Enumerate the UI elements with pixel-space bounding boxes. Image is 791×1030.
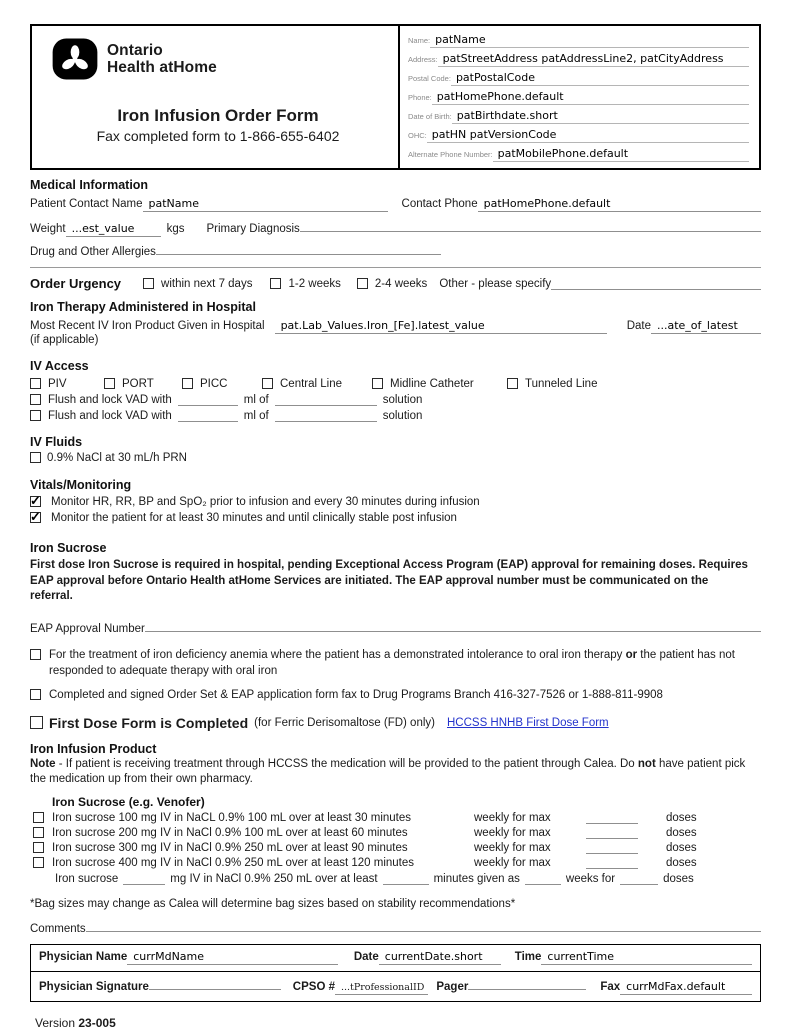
hospital-date-label: Date [626, 320, 651, 332]
patient-postal-row [408, 71, 749, 86]
order-urgency-row [30, 276, 761, 291]
ohc-label: OHC: [408, 131, 427, 140]
custom-mg-field[interactable] [123, 873, 165, 885]
recent-iron-product-row [30, 319, 761, 348]
iv-access-picc[interactable]: PICC [182, 378, 262, 390]
checkbox-icon[interactable] [30, 689, 41, 700]
urgency-option-2-4-weeks[interactable]: 2-4 weeks [357, 278, 427, 290]
checkbox-icon[interactable] [30, 452, 41, 463]
first-dose-form-link[interactable]: HCCSS HNHB First Dose Form [446, 716, 609, 729]
flush-lock-row-1: Flush and lock VAD with ml of solution [30, 394, 761, 406]
fax-field[interactable]: currMdFax.default [620, 980, 752, 995]
iron-therapy-heading: Iron Therapy Administered in Hospital [30, 300, 256, 314]
checkbox-icon[interactable] [30, 378, 41, 389]
vitals-item-2[interactable]: ✓ Monitor the patient for at least 30 minutes and until clinically stable post infusion [30, 512, 761, 524]
section-divider [30, 267, 761, 268]
patient-address-row [408, 52, 749, 67]
weight-label: Weight [30, 223, 66, 235]
checkbox-icon[interactable] [33, 812, 44, 823]
eap-fax-item[interactable]: Completed and signed Order Set & EAP application form fax to Drug Programs Branch 416-327-7526 or 1-888-811-9908 [30, 688, 761, 704]
hospital-date-field[interactable]: ...ate_of_latest [651, 319, 761, 334]
header-left-panel [32, 26, 398, 168]
time-field[interactable]: currentTime [541, 950, 752, 965]
patient-alt-phone-field[interactable]: patMobilePhone.default [493, 147, 749, 162]
vitals-item-1[interactable]: ✓ Monitor HR, RR, BP and SpO₂ prior to infusion and every 30 minutes during infusion [30, 496, 761, 508]
iv-access-options [30, 378, 761, 390]
pager-field[interactable] [468, 977, 586, 990]
org-name: Ontario Health atHome [107, 41, 217, 76]
comments-row [30, 919, 761, 935]
phone-label: Phone: [408, 93, 432, 102]
nacl-prn-option[interactable]: 0.9% NaCl at 30 mL/h PRN [30, 452, 761, 464]
patient-address-field[interactable]: patStreetAddress patAddressLine2, patCityAddress [438, 52, 749, 67]
patient-dob-field[interactable]: patBirthdate.short [452, 109, 749, 124]
recent-iron-product-field[interactable]: pat.Lab_Values.Iron_[Fe].latest_value [275, 319, 607, 334]
checkbox-icon[interactable] [182, 378, 193, 389]
form-title: Iron Infusion Order Form [117, 106, 319, 125]
iron-sucrose-notice: First dose Iron Sucrose is required in hospital, pending Exceptional Access Program (EAP) approval for remaining doses. Requires EAP approval before Ontario Health atHome Services are initiated. The EAP approval number must be communicated on the referral. [30, 558, 748, 603]
checkbox-icon[interactable] [33, 842, 44, 853]
patient-info-panel [398, 26, 759, 168]
venofer-subheading: Iron Sucrose (e.g. Venofer) [52, 794, 205, 809]
eap-approval-row [30, 619, 761, 635]
eap-approval-field[interactable] [145, 619, 761, 632]
fax-instruction: Fax completed form to 1-866-655-6402 [96, 128, 340, 144]
recent-iron-product-label: Most Recent IV Iron Product Given in Hospital (if applicable) [30, 320, 265, 347]
patient-contact-name-label: Patient Contact Name [30, 198, 143, 210]
date-field[interactable]: currentDate.short [379, 950, 501, 965]
version-number: 23-005 [78, 1015, 116, 1030]
contact-phone-label: Contact Phone [401, 198, 478, 210]
iron-sucrose-200-row[interactable]: Iron sucrose 200 mg IV in NaCl 0.9% 100 mL over at least 60 minutes weekly for max doses [30, 827, 761, 839]
checkbox-icon[interactable] [30, 649, 41, 660]
comments-label: Comments [30, 922, 86, 935]
patient-ohc-field[interactable]: patHN patVersionCode [427, 128, 749, 143]
primary-diagnosis-field[interactable] [300, 219, 761, 232]
checkbox-icon[interactable] [372, 378, 383, 389]
iron-sucrose-custom-row: Iron sucrose mg IV in NaCl 0.9% 250 mL over at least minutes given as weeks for doses [55, 872, 694, 885]
checkbox-checked-icon[interactable] [30, 512, 41, 523]
name-label: Name: [408, 36, 431, 45]
allergies-field[interactable] [156, 242, 441, 255]
checkbox-icon[interactable] [104, 378, 115, 389]
iron-sucrose-300-row[interactable]: Iron sucrose 300 mg IV in NaCl 0.9% 250 mL over at least 90 minutes weekly for max doses [30, 842, 761, 854]
order-urgency-heading: Order Urgency [30, 276, 122, 291]
custom-doses-field[interactable] [620, 873, 658, 885]
doses-count-field[interactable] [586, 812, 638, 824]
vitals-monitoring-heading: Vitals/Monitoring [30, 477, 132, 492]
org-logo-block [52, 38, 390, 80]
checkbox-checked-icon[interactable] [30, 496, 41, 507]
doses-count-field[interactable] [586, 842, 638, 854]
date-label: Date [353, 950, 379, 963]
patient-phone-field[interactable]: patHomePhone.default [432, 90, 749, 105]
urgency-option-1-2-weeks[interactable]: 1-2 weeks [270, 278, 340, 290]
patient-postal-field[interactable]: patPostalCode [451, 71, 749, 86]
checkbox-icon[interactable] [30, 394, 41, 405]
physician-signature-row [31, 971, 760, 1001]
checkbox-icon[interactable] [30, 716, 43, 729]
weight-unit: kgs [166, 223, 185, 235]
iv-access-heading: IV Access [30, 358, 89, 373]
patient-contact-name-field[interactable]: patName [143, 197, 388, 212]
weight-diagnosis-row [30, 219, 761, 237]
postal-code-label: Postal Code: [408, 74, 451, 83]
product-note: Note - If patient is receiving treatment through HCCSS the medication will be provided to the patient through Calea. Do not have patient pick the medication up from their own pharmacy. [30, 757, 746, 786]
address-label: Address: [408, 55, 438, 64]
checkbox-icon[interactable] [143, 278, 154, 289]
physician-name-row [31, 945, 760, 971]
patient-name-field[interactable]: patName [430, 33, 749, 48]
iv-access-midline-catheter[interactable]: Midline Catheter [372, 378, 507, 390]
iv-access-tunneled-line[interactable]: Tunneled Line [507, 378, 597, 390]
doses-count-field[interactable] [586, 857, 638, 869]
bag-size-note: *Bag sizes may change as Calea will determine bag sizes based on stability recommendations* [30, 897, 516, 910]
physician-name-label: Physician Name [39, 950, 128, 963]
iron-infusion-product-heading: Iron Infusion Product [30, 741, 157, 756]
physician-signoff-box [30, 944, 761, 1002]
iv-access-central-line[interactable]: Central Line [262, 378, 372, 390]
checkbox-icon[interactable] [270, 278, 281, 289]
alt-phone-label: Alternate Phone Number: [408, 150, 493, 159]
physician-signature-field[interactable] [149, 977, 281, 990]
cpso-field[interactable]: ...tProfessionalID [335, 982, 428, 995]
comments-field[interactable] [86, 919, 761, 932]
patient-ohc-row [408, 128, 749, 143]
flush-solution-field[interactable] [275, 410, 377, 422]
patient-dob-row [408, 109, 749, 124]
flush-ml-field[interactable] [178, 394, 238, 406]
checkbox-icon[interactable] [357, 278, 368, 289]
checkbox-icon[interactable] [33, 827, 44, 838]
primary-diagnosis-label: Primary Diagnosis [206, 223, 300, 235]
first-dose-form-note: (for Ferric Derisomaltose (FD) only) [254, 716, 435, 729]
checkbox-icon[interactable] [262, 378, 273, 389]
patient-name-row [408, 33, 749, 48]
physician-signature-label: Physician Signature [39, 980, 149, 993]
flush-solution-field[interactable] [275, 394, 377, 406]
custom-weeks-field[interactable] [525, 873, 561, 885]
cpso-label: CPSO # [292, 980, 335, 993]
first-dose-form-label: First Dose Form is Completed [49, 714, 249, 731]
urgency-other-label: Other - please specify [439, 277, 552, 290]
allergies-label: Drug and Other Allergies [30, 246, 156, 258]
contact-phone-field[interactable]: patHomePhone.default [478, 197, 761, 212]
eap-approval-label: EAP Approval Number [30, 623, 145, 636]
patient-phone-row [408, 90, 749, 105]
allergies-row [30, 242, 761, 258]
iv-access-port[interactable]: PORT [104, 378, 182, 390]
checkbox-icon[interactable] [507, 378, 518, 389]
custom-minutes-field[interactable] [383, 873, 429, 885]
iron-sucrose-heading: Iron Sucrose [30, 540, 107, 555]
medical-information-heading: Medical Information [30, 178, 149, 192]
iv-fluids-heading: IV Fluids [30, 434, 83, 449]
weight-field[interactable]: ...est_value [66, 222, 161, 237]
flush-ml-field[interactable] [178, 410, 238, 422]
iron-sucrose-100-row[interactable]: Iron sucrose 100 mg IV in NaCL 0.9% 100 mL over at least 30 minutes weekly for max doses [30, 812, 761, 824]
iron-sucrose-400-row[interactable]: Iron sucrose 400 mg IV in NaCl 0.9% 250 mL over at least 120 minutes weekly for max doses [30, 857, 761, 869]
iv-access-piv[interactable]: PIV [30, 378, 104, 390]
flush-lock-row-2: Flush and lock VAD with ml of solution [30, 410, 761, 422]
version-line: Version 23-005 [35, 1015, 116, 1030]
doses-count-field[interactable] [586, 827, 638, 839]
urgency-option-7days[interactable]: within next 7 days [143, 278, 252, 290]
physician-name-field[interactable]: currMdName [127, 950, 338, 965]
checkbox-icon[interactable] [30, 410, 41, 421]
form-header [30, 24, 761, 170]
patient-alt-phone-row [408, 147, 749, 162]
fax-label: Fax [600, 980, 621, 993]
dob-label: Date of Birth: [408, 112, 452, 121]
checkbox-icon[interactable] [33, 857, 44, 868]
time-label: Time [514, 950, 542, 963]
pager-label: Pager [436, 980, 469, 993]
ontario-trillium-icon [52, 38, 98, 80]
first-dose-form-item[interactable] [30, 715, 761, 731]
urgency-other-field[interactable] [551, 277, 761, 290]
contact-row [30, 197, 761, 212]
anemia-treatment-item[interactable]: For the treatment of iron deficiency anemia where the patient has a demonstrated intolerance to oral iron therapy or the patient has not responded to adequate therapy with oral iron [30, 648, 761, 679]
